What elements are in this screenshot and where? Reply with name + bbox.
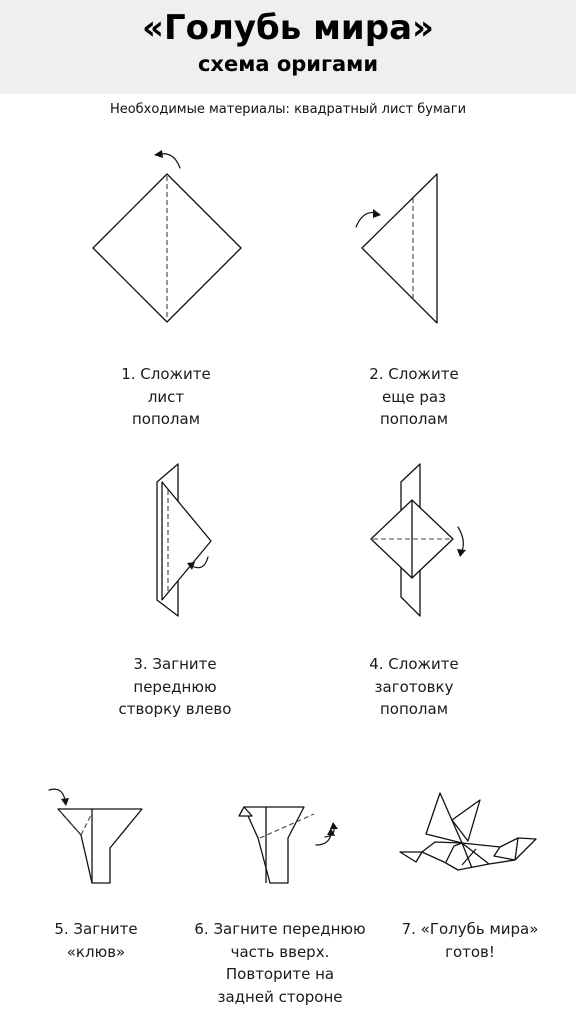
caption-line: 5. Загните — [54, 920, 138, 938]
caption-line: переднюю — [133, 677, 217, 696]
caption-line: 7. «Голубь мира» — [401, 920, 539, 938]
step-4-figure — [365, 460, 470, 620]
caption-line: пополам — [379, 700, 449, 718]
fold-arrow-icon — [458, 527, 463, 551]
caption-line: еще раз — [381, 387, 447, 406]
fold-arrow-icon — [161, 154, 180, 168]
step-1-caption — [86, 363, 246, 431]
step-5-figure — [45, 780, 150, 890]
caption-line: 1. Сложите — [121, 365, 211, 383]
arrow-head-2-icon — [330, 822, 338, 829]
step-1-figure — [90, 145, 250, 330]
caption-line: 4. Сложите — [369, 655, 459, 673]
caption-line: 6. Загните переднюю — [194, 920, 366, 938]
arrow-head-icon — [154, 150, 163, 158]
triangle-sheet — [362, 174, 437, 323]
caption-line: задней стороне — [217, 987, 343, 1006]
dove-body — [422, 838, 536, 870]
caption-line: лист — [147, 387, 185, 406]
caption-line: Повторите на — [225, 965, 335, 983]
step-2-caption — [334, 363, 494, 431]
caption-line: часть вверх. — [230, 942, 330, 961]
caption-line: створку влево — [118, 700, 232, 718]
header-banner — [0, 0, 576, 94]
caption-line: заготовку — [374, 677, 454, 696]
caption-line: пополам — [379, 410, 449, 428]
bird-body — [58, 809, 142, 883]
arrow-head-icon — [373, 209, 381, 218]
step-5-caption — [36, 918, 156, 963]
bird-body — [244, 807, 304, 883]
step-4-caption — [334, 653, 494, 721]
step-6-figure — [230, 790, 350, 890]
step-6-caption — [185, 918, 375, 1008]
materials-note: Необходимые материалы: квадратный лист бумаги — [109, 102, 467, 117]
arrow-head-icon — [457, 549, 466, 557]
page-title: «Голубь мира» — [142, 8, 434, 48]
caption-line: «клюв» — [66, 942, 126, 961]
arrow-head-icon — [61, 798, 69, 806]
step-7-figure — [398, 790, 538, 890]
step-2-figure — [350, 170, 445, 330]
page-subtitle: схема оригами — [197, 52, 379, 76]
step-7-caption — [390, 918, 550, 963]
caption-line: 3. Загните — [133, 655, 217, 673]
caption-line: готов! — [445, 942, 495, 961]
caption-line: пополам — [131, 410, 201, 428]
step-3-figure — [148, 460, 218, 620]
dove-beak — [400, 852, 422, 862]
step-3-caption — [95, 653, 255, 721]
caption-line: 2. Сложите — [369, 365, 459, 383]
fold-arrow-icon — [49, 789, 65, 800]
front-flap — [162, 482, 211, 600]
